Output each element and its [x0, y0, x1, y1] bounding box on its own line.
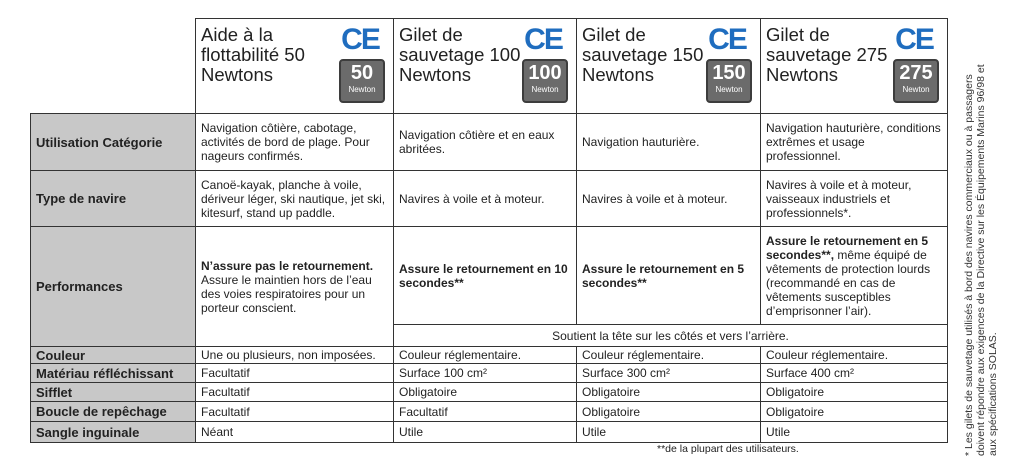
badge-number: 50 [350, 62, 374, 84]
table-cell: Obligatoire [577, 383, 761, 402]
row-label: Type de navire [31, 171, 196, 227]
table-cell: Obligatoire [761, 402, 948, 422]
row-materiau [31, 364, 948, 383]
table-cell: Navigation hauturière, conditions extrêmes et usage professionnel. [761, 114, 948, 171]
footnote: **de la plupart des utilisateurs. [657, 443, 799, 455]
table-cell: Obligatoire [577, 402, 761, 422]
table-cell: Utile [394, 422, 577, 443]
table-cell: Utile [761, 422, 948, 443]
badge-number: 275 [899, 62, 933, 84]
table-cell [761, 227, 948, 325]
header-title: Gilet de sauvetage 275 Newtons [766, 24, 888, 85]
table-cell: Facultatif [394, 402, 577, 422]
table-cell: Navires à voile et à moteur. [577, 171, 761, 227]
header-150n [577, 19, 761, 114]
row-sangle [31, 422, 948, 443]
row-label: Sifflet [31, 383, 196, 402]
ce-mark-icon: CE [524, 23, 562, 56]
perf-text: même équipé de vêtements de protection lourds (recommandé en cas de vêtements susceptibles d’emprisonner l’air). [766, 247, 931, 318]
table-cell: Néant [196, 422, 394, 443]
table-cell: Surface 400 cm² [761, 364, 948, 383]
table-cell: Couleur réglementaire. [577, 347, 761, 364]
ce-mark-icon: CE [708, 23, 746, 56]
table-cell: Facultatif [196, 402, 394, 422]
row-sifflet [31, 383, 948, 402]
perf-bold: Assure le retournement en 10 secondes** [399, 261, 568, 290]
header-title: Gilet de sauvetage 150 Newtons [582, 24, 704, 85]
ce-logo [518, 25, 568, 103]
ce-logo [702, 25, 752, 103]
table-cell: Navires à voile et à moteur. [394, 171, 577, 227]
badge-unit: Newton [531, 85, 559, 94]
header-title: Gilet de sauvetage 100 Newtons [399, 24, 521, 85]
row-label: Utilisation Catégorie [31, 114, 196, 171]
row-performances [31, 227, 948, 325]
row-label: Matériau réfléchissant [31, 364, 196, 383]
table-cell: Facultatif [196, 364, 394, 383]
table-cell [394, 227, 577, 325]
table-cell: Canoë-kayak, planche à voile, dériveur léger, ski nautique, jet ski, kitesurf, stand up paddle. [196, 171, 394, 227]
row-label: Sangle inguinale [31, 422, 196, 443]
side-note-svg [960, 8, 1020, 458]
header-100n [394, 19, 577, 114]
side-note [960, 8, 1020, 458]
badge-unit: Newton [348, 85, 376, 94]
header-row [31, 19, 948, 114]
row-label: Couleur [31, 347, 196, 364]
row-type-navire [31, 171, 948, 227]
table-cell: Navigation hauturière. [577, 114, 761, 171]
comparison-table [30, 18, 948, 443]
newton-badge [522, 59, 568, 103]
table-cell: Utile [577, 422, 761, 443]
badge-unit: Newton [902, 85, 930, 94]
table-cell: Navigation côtière, cabotage, activités de bord de plage. Pour nageurs confirmés. [196, 114, 394, 171]
table-cell: Obligatoire [394, 383, 577, 402]
table-cell: Une ou plusieurs, non imposées. [196, 347, 394, 364]
ce-logo [335, 25, 385, 103]
badge-number: 100 [528, 62, 562, 84]
row-label: Performances [31, 227, 196, 347]
header-50n [196, 19, 394, 114]
badge-unit: Newton [715, 85, 743, 94]
table-cell: Obligatoire [761, 383, 948, 402]
table-cell: Facultatif [196, 383, 394, 402]
perf-bold: N’assure pas le retournement. [201, 258, 374, 273]
ce-mark-icon: CE [895, 23, 933, 56]
row-boucle [31, 402, 948, 422]
table-cell [577, 227, 761, 325]
ce-mark-icon: CE [341, 23, 379, 56]
header-275n [761, 19, 948, 114]
table-cell: Couleur réglementaire. [761, 347, 948, 364]
perf-bold: Assure le retournement en 5 secondes**, [766, 233, 929, 262]
side-note-line: aux spécifications SOLAS. [987, 332, 999, 456]
badge-number: 150 [712, 62, 746, 84]
newton-badge [893, 59, 939, 103]
header-corner [31, 19, 196, 114]
newton-badge [339, 59, 385, 103]
side-note-line: doivent répondre aux exigences de la Directive sur les Équipements Marins 96/98 et [975, 64, 987, 456]
table-cell-span: Soutient la tête sur les côtés et vers l’arrière. [394, 325, 948, 347]
table-cell: Navires à voile et à moteur, vaisseaux industriels et professionnels*. [761, 171, 948, 227]
table-cell: Navigation côtière et en eaux abritées. [394, 114, 577, 171]
newton-badge [706, 59, 752, 103]
table-cell: Surface 100 cm² [394, 364, 577, 383]
table-cell: Couleur réglementaire. [394, 347, 577, 364]
table-cell [196, 227, 394, 347]
row-label: Boucle de repêchage [31, 402, 196, 422]
header-title: Aide à la flottabilité 50 Newtons [201, 24, 305, 85]
row-couleur [31, 347, 948, 364]
perf-text: Assure le maintien hors de l’eau des voies respiratoires pour un porteur conscient. [201, 272, 372, 315]
row-utilisation [31, 114, 948, 171]
perf-bold: Assure le retournement en 5 secondes** [582, 261, 745, 290]
table-cell: Surface 300 cm² [577, 364, 761, 383]
ce-logo [889, 25, 939, 103]
side-note-line: * Les gilets de sauvetage utilisés à bord des navires commerciaux ou à passagers [963, 74, 975, 456]
